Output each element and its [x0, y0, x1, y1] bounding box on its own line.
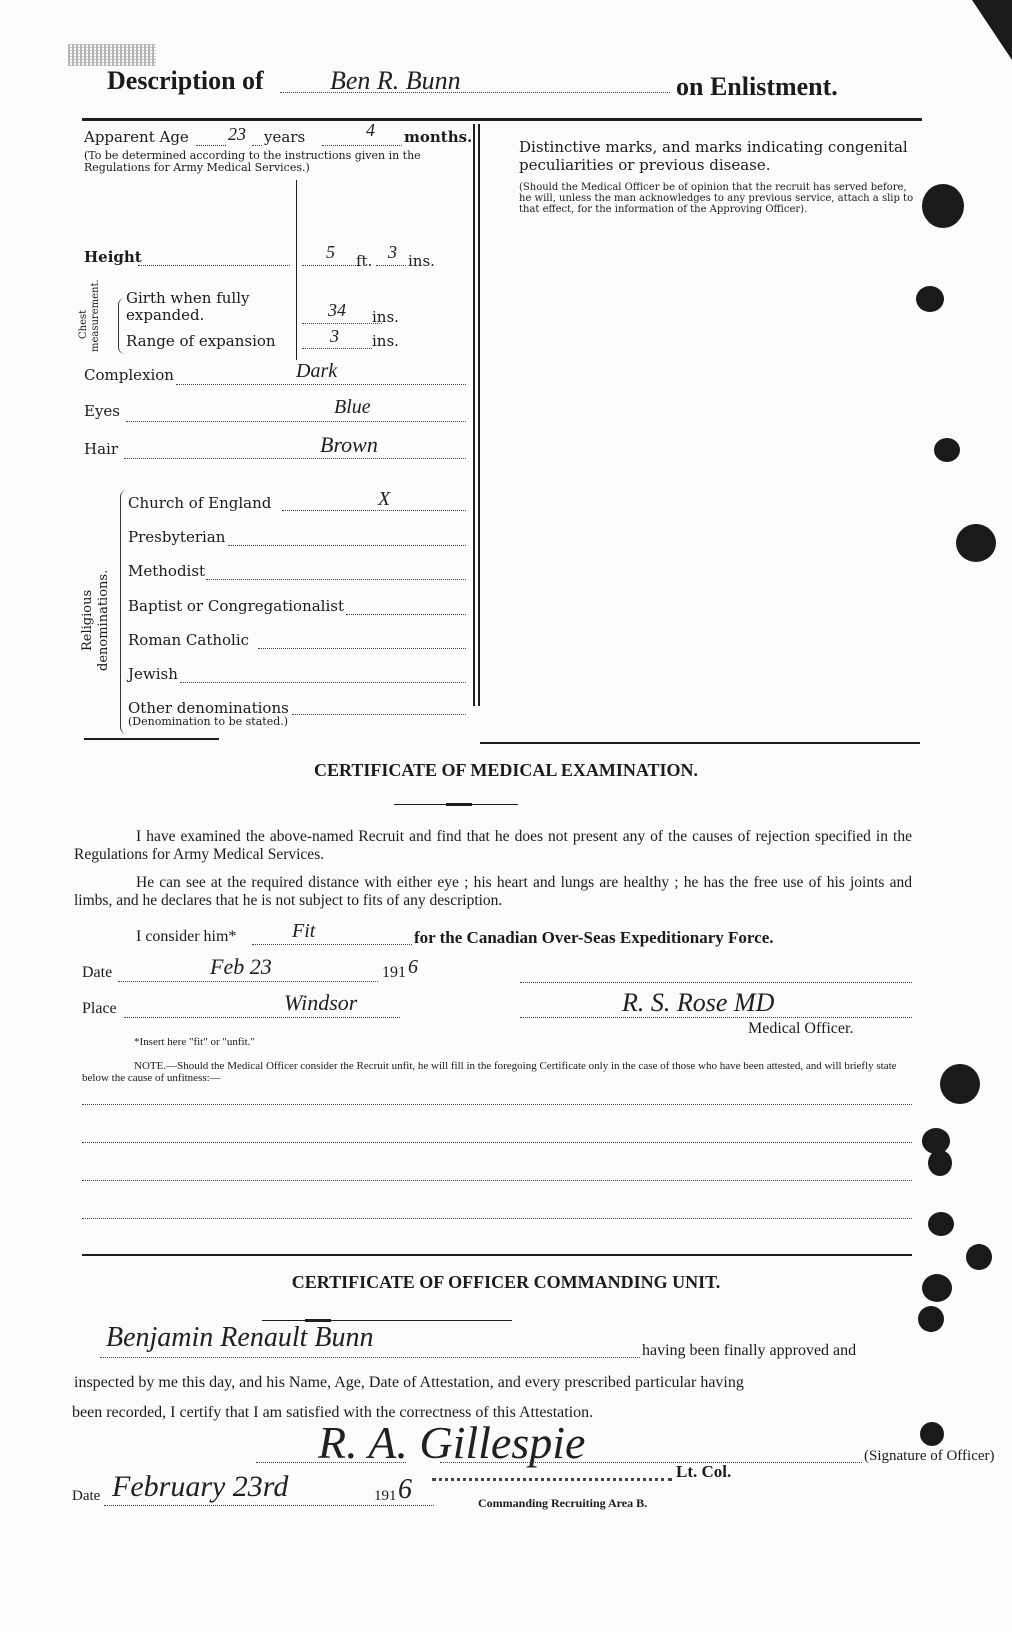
hair-label: Hair: [84, 440, 118, 458]
section-rule-left: [84, 738, 219, 740]
months-label: months.: [404, 128, 473, 146]
religion-other-note: (Denomination to be stated.): [128, 715, 289, 728]
unfitness-line-3[interactable]: [82, 1180, 912, 1181]
consider-suffix: for the Canadian Over-Seas Expeditionary Force.: [414, 928, 774, 947]
dotted-leader: [292, 714, 466, 715]
eyes-value: Blue: [334, 396, 371, 418]
chest-brace: [118, 298, 125, 354]
girth-unit: ins.: [372, 308, 399, 326]
range-unit: ins.: [372, 332, 399, 350]
value-divider: [296, 180, 297, 360]
distinctive-marks-heading: Distinctive marks, and marks indicating congenital peculiarities or previous disease.: [519, 138, 908, 174]
signature-of-officer-label: (Signature of Officer): [864, 1448, 995, 1464]
rank-label: Lt. Col.: [676, 1462, 732, 1481]
dotted-leader: [206, 579, 466, 580]
dotted-leader: [126, 421, 466, 422]
dotted-leader: [176, 384, 466, 385]
officer-certificate-heading: CERTIFICATE OF OFFICER COMMANDING UNIT.: [291, 1272, 721, 1292]
dotted-leader: [180, 682, 466, 683]
dotted-leader: [118, 981, 378, 982]
dotted-leader: [322, 145, 402, 146]
height-inches-value: 3: [388, 242, 397, 262]
ornamental-rule-center: [446, 803, 472, 806]
height-label: Height: [84, 248, 142, 266]
medical-officer-label: Medical Officer.: [748, 1020, 854, 1037]
place-value: Windsor: [284, 990, 358, 1015]
punch-hole-blot: [928, 1212, 954, 1236]
column-divider: [473, 124, 475, 706]
eyes-label: Eyes: [84, 402, 120, 420]
punch-hole-blot: [918, 1306, 944, 1332]
insert-note: *Insert here "fit" or "unfit.": [134, 1036, 255, 1048]
religion-church-of-england-label: Church of England: [128, 494, 272, 512]
dotted-leader: [376, 265, 406, 266]
medical-para-2: He can see at the required distance with either eye ; his heart and lungs are healthy ; he has the free use of his joints and limbs, and he declares that he is not subject to fits of any description.: [74, 874, 912, 909]
dotted-leader: [252, 944, 412, 945]
medical-date-year-prefix: 191: [382, 964, 406, 981]
recruit-name-field: Ben R. Bunn: [330, 66, 461, 95]
page-title-prefix: Description of: [107, 66, 264, 95]
officer-text-line3: been recorded, I certify that I am satisfied with the correctness of this Attestation.: [72, 1404, 594, 1421]
section-rule-bottom: [82, 1254, 912, 1256]
punch-hole-blot: [940, 1064, 980, 1104]
faded-stamp: [68, 44, 156, 66]
religion-methodist-label: Methodist: [128, 562, 206, 580]
unfitness-line-4[interactable]: [82, 1218, 912, 1219]
dotted-leader: [346, 614, 466, 615]
religion-presbyterian-label: Presbyterian: [128, 528, 226, 546]
dotted-leader: [196, 145, 226, 146]
recruit-full-name: Benjamin Renault Bunn: [106, 1322, 374, 1353]
officer-text-line1: having been finally approved and: [642, 1342, 857, 1359]
girth-label: Girth when fully expanded.: [126, 289, 250, 324]
dotted-leader: [124, 458, 466, 459]
punch-hole-blot: [922, 184, 964, 228]
section-rule-right: [480, 742, 920, 744]
hair-value: Brown: [320, 432, 378, 457]
column-divider-double: [478, 124, 480, 706]
unfitness-line-1[interactable]: [82, 1104, 912, 1105]
consider-prefix: I consider him*: [136, 928, 237, 945]
religion-brace: [120, 490, 127, 734]
age-note: (To be determined according to the instructions given in the Regulations for Army Medical Services.): [84, 149, 421, 174]
religion-group-label: Religious denominations.: [80, 569, 111, 671]
punch-hole-blot: [928, 1150, 952, 1176]
religion-church-of-england-mark: X: [378, 488, 391, 510]
dotted-leader: [302, 323, 382, 324]
distinctive-marks-note: (Should the Medical Officer be of opinion that the recruit has served before, he will, unless the man acknowledges to any previous service, attach a slip to that effect, for the information of the Approving Officer).: [519, 182, 914, 215]
punch-hole-blot: [956, 524, 996, 562]
height-feet-value: 5: [326, 242, 335, 262]
punch-hole-blot: [920, 1422, 944, 1446]
religion-jewish-label: Jewish: [128, 665, 178, 683]
officer-text-line2: inspected by me this day, and his Name, Age, Date of Attestation, and every prescribed particular having: [74, 1374, 744, 1391]
age-years-value: 23: [228, 124, 246, 144]
dotted-leader: [100, 1357, 640, 1358]
medical-date-value: Feb 23: [210, 954, 272, 979]
commanding-officer-signature: R. A. Gillespie: [318, 1417, 586, 1468]
range-label: Range of expansion: [126, 332, 276, 350]
medical-date-year-suffix: 6: [408, 956, 418, 978]
signature-line: [440, 1462, 862, 1463]
ornamental-rule: [262, 1320, 512, 1321]
place-label: Place: [82, 1000, 117, 1017]
punch-hole-blot: [966, 1244, 992, 1270]
religion-other-label: Other denominations: [128, 699, 289, 717]
signature-line-top: [520, 982, 912, 983]
religion-baptist-label: Baptist or Congregationalist: [128, 597, 344, 615]
punch-hole-blot: [916, 286, 944, 312]
dotted-leader: [252, 145, 262, 146]
dotted-leader: [282, 510, 466, 511]
rank-leader: [432, 1478, 672, 1481]
punch-hole-blot: [934, 438, 960, 462]
officer-date-year-prefix: 191: [374, 1488, 397, 1504]
range-value: 3: [330, 326, 339, 346]
girth-value: 34: [328, 300, 346, 320]
complexion-value: Dark: [296, 360, 338, 382]
medical-note: NOTE.—Should the Medical Officer consider the Recruit unfit, he will fill in the foregoing Certificate only in the case of those who have been attested, and will briefly state below the cause of unfitness:—: [82, 1060, 897, 1084]
dotted-leader: [124, 1017, 400, 1018]
medical-certificate-heading: CERTIFICATE OF MEDICAL EXAMINATION.: [313, 760, 699, 780]
officer-date-value: February 23rd: [112, 1470, 289, 1503]
medical-date-label: Date: [82, 964, 113, 981]
years-label: years: [264, 128, 306, 146]
dotted-leader: [258, 648, 466, 649]
officer-date-label: Date: [72, 1488, 101, 1504]
officer-date-year-suffix: 6: [398, 1474, 412, 1505]
unfitness-line-2[interactable]: [82, 1142, 912, 1143]
dotted-leader: [228, 545, 466, 546]
command-label: Commanding Recruiting Area B.: [478, 1496, 648, 1510]
chest-group-label: Chest measurement.: [78, 279, 101, 352]
medical-para-1: I have examined the above-named Recruit and find that he does not present any of the causes of rejection specified in the Regulations for Army Medical Services.: [74, 828, 912, 863]
complexion-label: Complexion: [84, 366, 174, 384]
dotted-leader: [302, 265, 360, 266]
folded-corner: [972, 0, 1012, 60]
medical-officer-signature: R. S. Rose MD: [622, 988, 775, 1017]
punch-hole-blot: [922, 1274, 952, 1302]
dotted-leader: [138, 265, 290, 266]
header-rule: [82, 118, 922, 121]
feet-label: ft.: [356, 252, 373, 270]
dotted-leader: [256, 1462, 406, 1463]
religion-roman-catholic-label: Roman Catholic: [128, 631, 250, 649]
inches-label: ins.: [408, 252, 435, 270]
age-months-value: 4: [366, 120, 375, 140]
apparent-age-label: Apparent Age: [84, 128, 189, 146]
fitness-value: Fit: [292, 920, 316, 942]
page-title-suffix: on Enlistment.: [676, 72, 838, 101]
dotted-leader: [302, 348, 372, 349]
dotted-leader: [104, 1505, 434, 1506]
